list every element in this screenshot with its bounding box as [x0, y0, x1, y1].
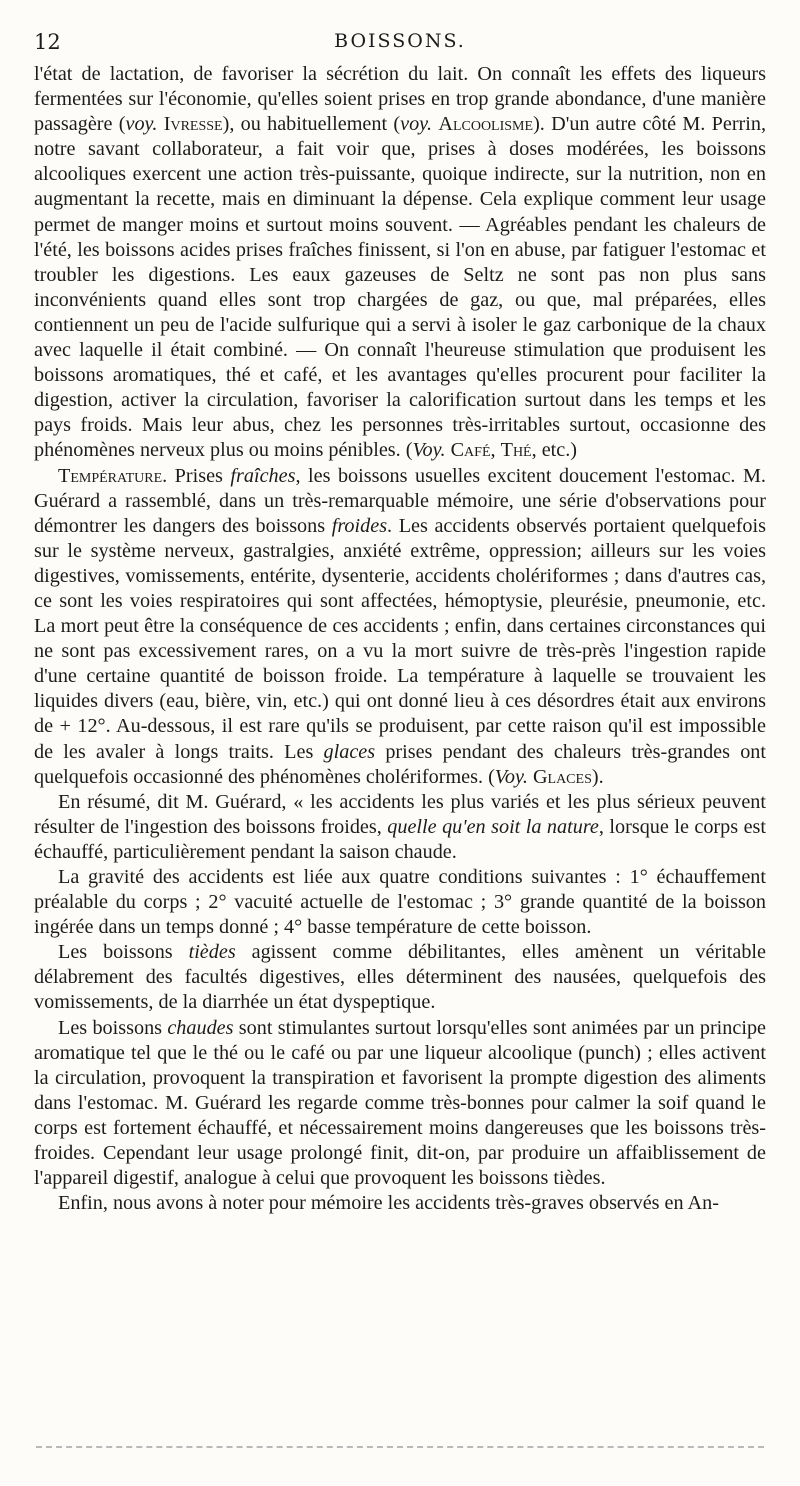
- text-run: ).: [591, 765, 604, 788]
- text-run: Enfin, nous avons à noter pour mémoire les accidents très-graves observés en An-: [58, 1192, 719, 1215]
- paragraph: [34, 1016, 766, 1192]
- italic-text: glaces: [323, 740, 376, 763]
- text-run: l'état de lactation, de favoriser la sécrétion du lait. On connaît les effets des liqueurs fermentées sur l'économie, qu'elles soient prises en trop grande abondance, d'une manière passagère (: [34, 63, 766, 136]
- paragraph: [34, 1191, 766, 1216]
- italic-text: Voy.: [412, 439, 446, 462]
- paragraph: [34, 790, 766, 865]
- text-run: , lorsque le corps est échauffé, particulièrement pendant la saison chaude.: [34, 815, 767, 863]
- text-run: En résumé, dit M. Guérard, « les accidents les plus variés et les plus sérieux peuvent résulter de l'ingestion des boissons froides,: [34, 790, 766, 838]
- italic-text: froides: [331, 514, 388, 537]
- small-caps-text: Ivresse: [163, 113, 223, 136]
- italic-text: voy.: [125, 113, 158, 136]
- page-number: 12: [34, 30, 61, 54]
- text-run: La gravité des accidents est liée aux quatre conditions suivantes : 1° échauffement préalable du corps ; 2° vacuité actuelle de l'estomac ; 3° grande quantité de la boisson ingérée dans un temps donné ; 4° basse température de cette boisson.: [34, 866, 766, 939]
- small-caps-text: Alcoolisme: [438, 113, 534, 136]
- text-run: , etc.): [531, 439, 578, 462]
- text-run: . Les accidents observés portaient quelquefois sur le système nerveux, gastralgies, anxiété extrême, oppression; ailleurs sur les voies digestives, vomissements, entérite, dysenterie, accidents cholériformes ; dans d'autres cas, ce sont les voies respiratoires qui sont affectées, hémoptysie, pleurésie, pneumonie, etc. La mort peut être la conséquence de ces accidents ; enfin, dans certaines circonstances qui ne sont pas excessivement rares, on a vu la mort suivre de très-près l'ingestion rapide d'une certaine quantité de boisson froide. La température à laquelle se trouvaient les liquides divers (eau, bière, vin, etc.) qui ont donné lieu à ces désordres était aux environs de + 12°. Au-dessous, il est rare qu'ils se produisent, par cette raison qu'il est impossible de les avaler à longs traits. Les: [34, 514, 766, 763]
- text-run: ), ou habituellement (: [222, 113, 401, 136]
- text-run: sont stimulantes surtout lorsqu'elles sont animées par un principe aromatique tel que le thé ou le café ou par une liqueur alcoolique (punch) ; elles activent la circulation, provoquent la transpiration et favorisent la prompte digestion des aliments dans l'estomac. M. Guérard les regarde comme très-bonnes pour calmer la soif quand le corps est fortement échauffé, et nécessairement moins dangereuses que les boissons très-froides. Cependant leur usage prolongé finit, dit-on, par produire un affaiblissement de l'appareil digestif, analogue à celui que provoquent les boissons tièdes.: [34, 1016, 766, 1190]
- italic-text: quelle qu'en soit la nature: [387, 815, 599, 838]
- italic-text: voy.: [400, 113, 433, 136]
- text-run: . Prises: [162, 464, 231, 487]
- footer-rule: [36, 1446, 764, 1448]
- page-header: [34, 30, 766, 56]
- paragraph: [34, 464, 766, 790]
- text-run: , les boissons usuelles excitent doucement l'estomac. M. Guérard a rassemblé, dans un très-remarquable mémoire, une série d'observations pour démontrer les dangers des boissons: [34, 464, 766, 537]
- text-run: Les boissons: [58, 1016, 168, 1039]
- paragraph: [34, 62, 766, 464]
- body-text: [34, 62, 766, 1216]
- italic-text: Voy.: [494, 765, 528, 788]
- small-caps-text: Température: [58, 464, 163, 487]
- running-title: BOISSONS.: [334, 30, 466, 52]
- paragraph: [34, 865, 766, 940]
- text-run: Les boissons: [58, 941, 189, 964]
- small-caps-text: Glaces: [532, 765, 592, 788]
- italic-text: tièdes: [188, 941, 236, 964]
- small-caps-text: Thé: [500, 439, 532, 462]
- text-run: prises pendant des chaleurs très-grandes ont quelquefois occasionné des phénomènes cholériformes. (: [34, 740, 766, 788]
- text-run: ). D'un autre côté M. Perrin, notre savant collaborateur, a fait voir que, prises à doses modérées, les boissons alcooliques exercent une action très-puissante, quoique indirecte, sur la nutrition, non en augmentant la recette, mais en diminuant la dépense. Cela explique comment leur usage permet de manger moins et surtout moins souvent. — Agréables pendant les chaleurs de l'été, les boissons acides prises fraîches finissent, si l'on en abuse, par fatiguer l'estomac et troubler les digestions. Les eaux gazeuses de Seltz ne sont pas non plus sans inconvénients quand elles sont trop chargées de gaz, ou que, mal préparées, elles contiennent un peu de l'acide sulfurique qui a servi à isoler le gaz carbonique de la chaux avec laquelle il était combiné. — On connaît l'heureuse stimulation que produisent les boissons aromatiques, thé et café, et les avantages qu'elles procurent pour faciliter la digestion, activer la circulation, favoriser la calorification surtout dans les temps et les pays froids. Mais leur abus, chez les personnes très-irritables surtout, occasionne des phénomènes nerveux plus ou moins pénibles. (: [34, 113, 767, 462]
- text-run: ,: [490, 439, 501, 462]
- text-run: agissent comme débilitantes, elles amènent un véritable délabrement des facultés digestives, elles déterminent des nausées, quelquefois des vomissements, de la diarrhée un état dyspeptique.: [34, 941, 767, 1014]
- paragraph: [34, 940, 766, 1015]
- small-caps-text: Café: [450, 439, 491, 462]
- italic-text: fraîches: [230, 464, 296, 487]
- italic-text: chaudes: [167, 1016, 234, 1039]
